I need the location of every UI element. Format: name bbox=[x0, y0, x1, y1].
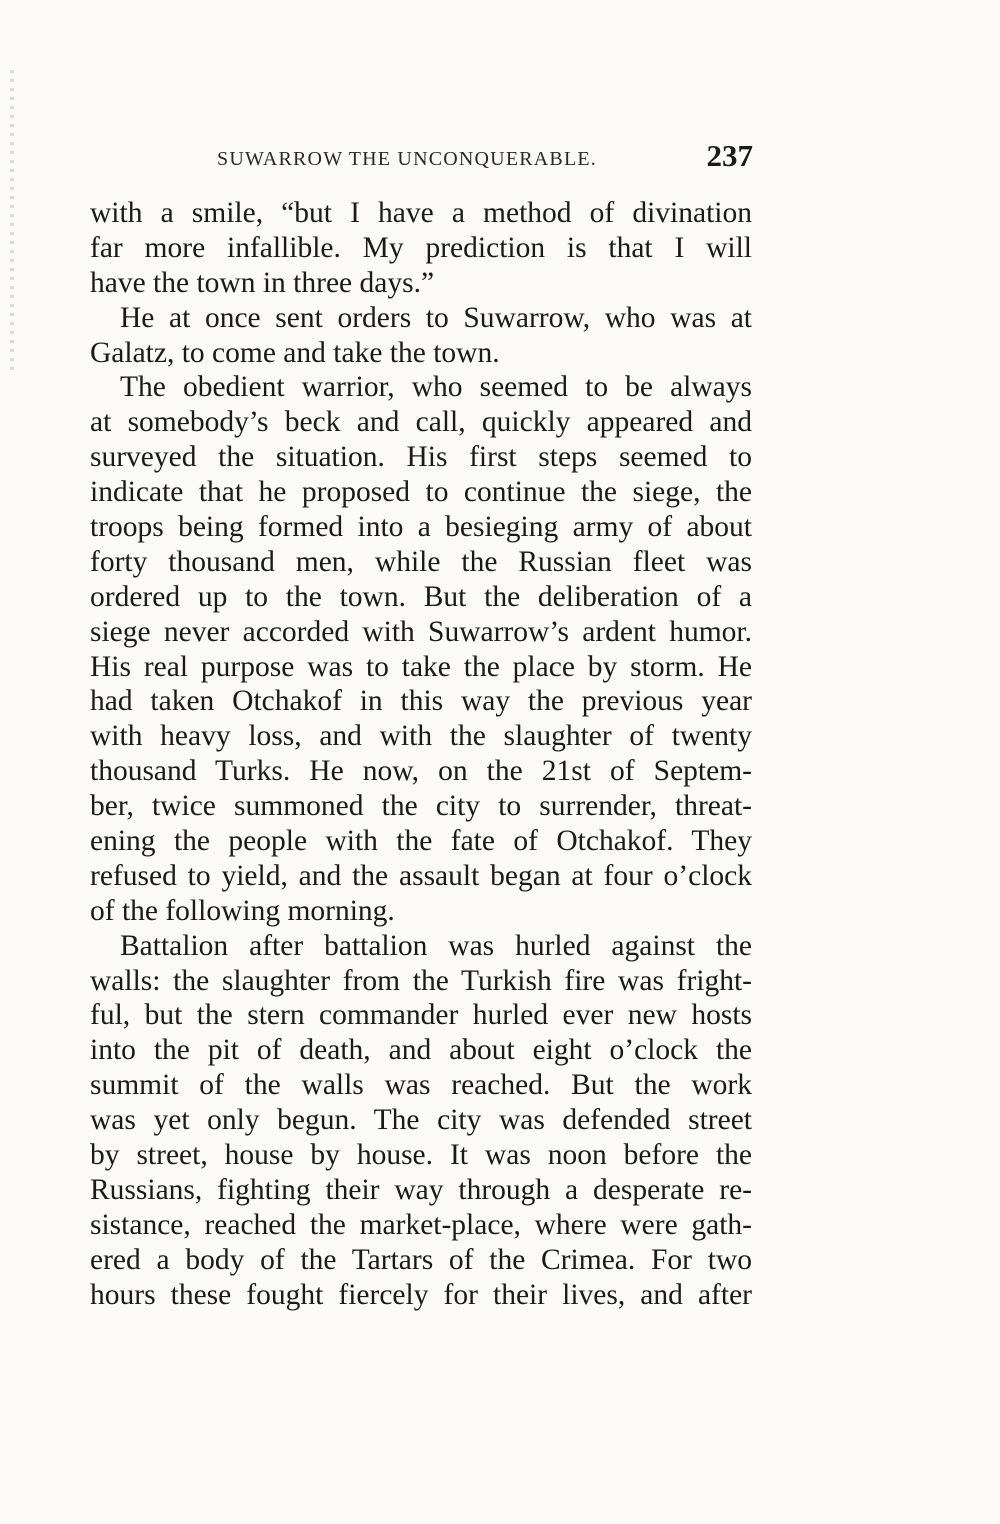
text-line: His real purpose was to take the place by storm. He bbox=[90, 650, 752, 683]
text-line: ered a body of the Tartars of the Crimea. For two bbox=[90, 1243, 752, 1276]
text-line: ordered up to the town. But the deliberation of a bbox=[90, 580, 752, 613]
text-line: far more infallible. My prediction is that I will bbox=[90, 231, 752, 264]
text-line: sistance, reached the market-place, where were gath- bbox=[90, 1208, 752, 1241]
text-line: of the following morning. bbox=[90, 894, 395, 927]
text-line: surveyed the situation. His first steps seemed to bbox=[90, 441, 752, 474]
text-line: troops being formed into a besieging army of about bbox=[90, 511, 752, 544]
text-line: Russians, fighting their way through a desperate re- bbox=[90, 1173, 752, 1206]
text-line: siege never accorded with Suwarrow’s ardent humor. bbox=[90, 615, 752, 648]
body-text bbox=[90, 196, 752, 1313]
text-line: indicate that he proposed to continue the siege, the bbox=[90, 476, 752, 509]
text-line: walls: the slaughter from the Turkish fire was fright- bbox=[90, 964, 752, 997]
text-line: ful, but the stern commander hurled ever new hosts bbox=[90, 999, 752, 1032]
text-line: had taken Otchakof in this way the previous year bbox=[90, 685, 752, 718]
text-line: thousand Turks. He now, on the 21st of Septem- bbox=[90, 755, 752, 788]
text-line: Galatz, to come and take the town. bbox=[90, 336, 500, 369]
text-line: by street, house by house. It was noon before the bbox=[90, 1139, 752, 1172]
text-line: Battalion after battalion was hurled against the bbox=[120, 929, 752, 962]
page-header bbox=[90, 138, 755, 178]
text-line: summit of the walls was reached. But the work bbox=[90, 1069, 752, 1102]
running-head: SUWARROW THE UNCONQUERABLE. bbox=[217, 148, 597, 170]
text-line: forty thousand men, while the Russian fleet was bbox=[90, 545, 752, 578]
text-line: with a smile, “but I have a method of divination bbox=[90, 197, 752, 229]
text-line: He at once sent orders to Suwarrow, who was at bbox=[120, 301, 752, 334]
text-line: have the town in three days.” bbox=[90, 266, 435, 299]
text-line: at somebody’s beck and call, quickly appeared and bbox=[90, 406, 752, 439]
text-line: ber, twice summoned the city to surrender, threat- bbox=[90, 790, 752, 823]
page-number: 237 bbox=[706, 138, 753, 173]
text-line: was yet only begun. The city was defended street bbox=[90, 1104, 752, 1137]
text-line: refused to yield, and the assault began at four o’clock bbox=[90, 859, 752, 892]
text-line: ening the people with the fate of Otchakof. They bbox=[90, 825, 752, 858]
text-line: The obedient warrior, who seemed to be always bbox=[120, 371, 752, 404]
text-line: with heavy loss, and with the slaughter of twenty bbox=[90, 720, 752, 753]
binding-edge bbox=[10, 70, 14, 370]
text-line: hours these fought fiercely for their lives, and after bbox=[90, 1278, 752, 1311]
text-line: into the pit of death, and about eight o’clock the bbox=[90, 1034, 752, 1067]
